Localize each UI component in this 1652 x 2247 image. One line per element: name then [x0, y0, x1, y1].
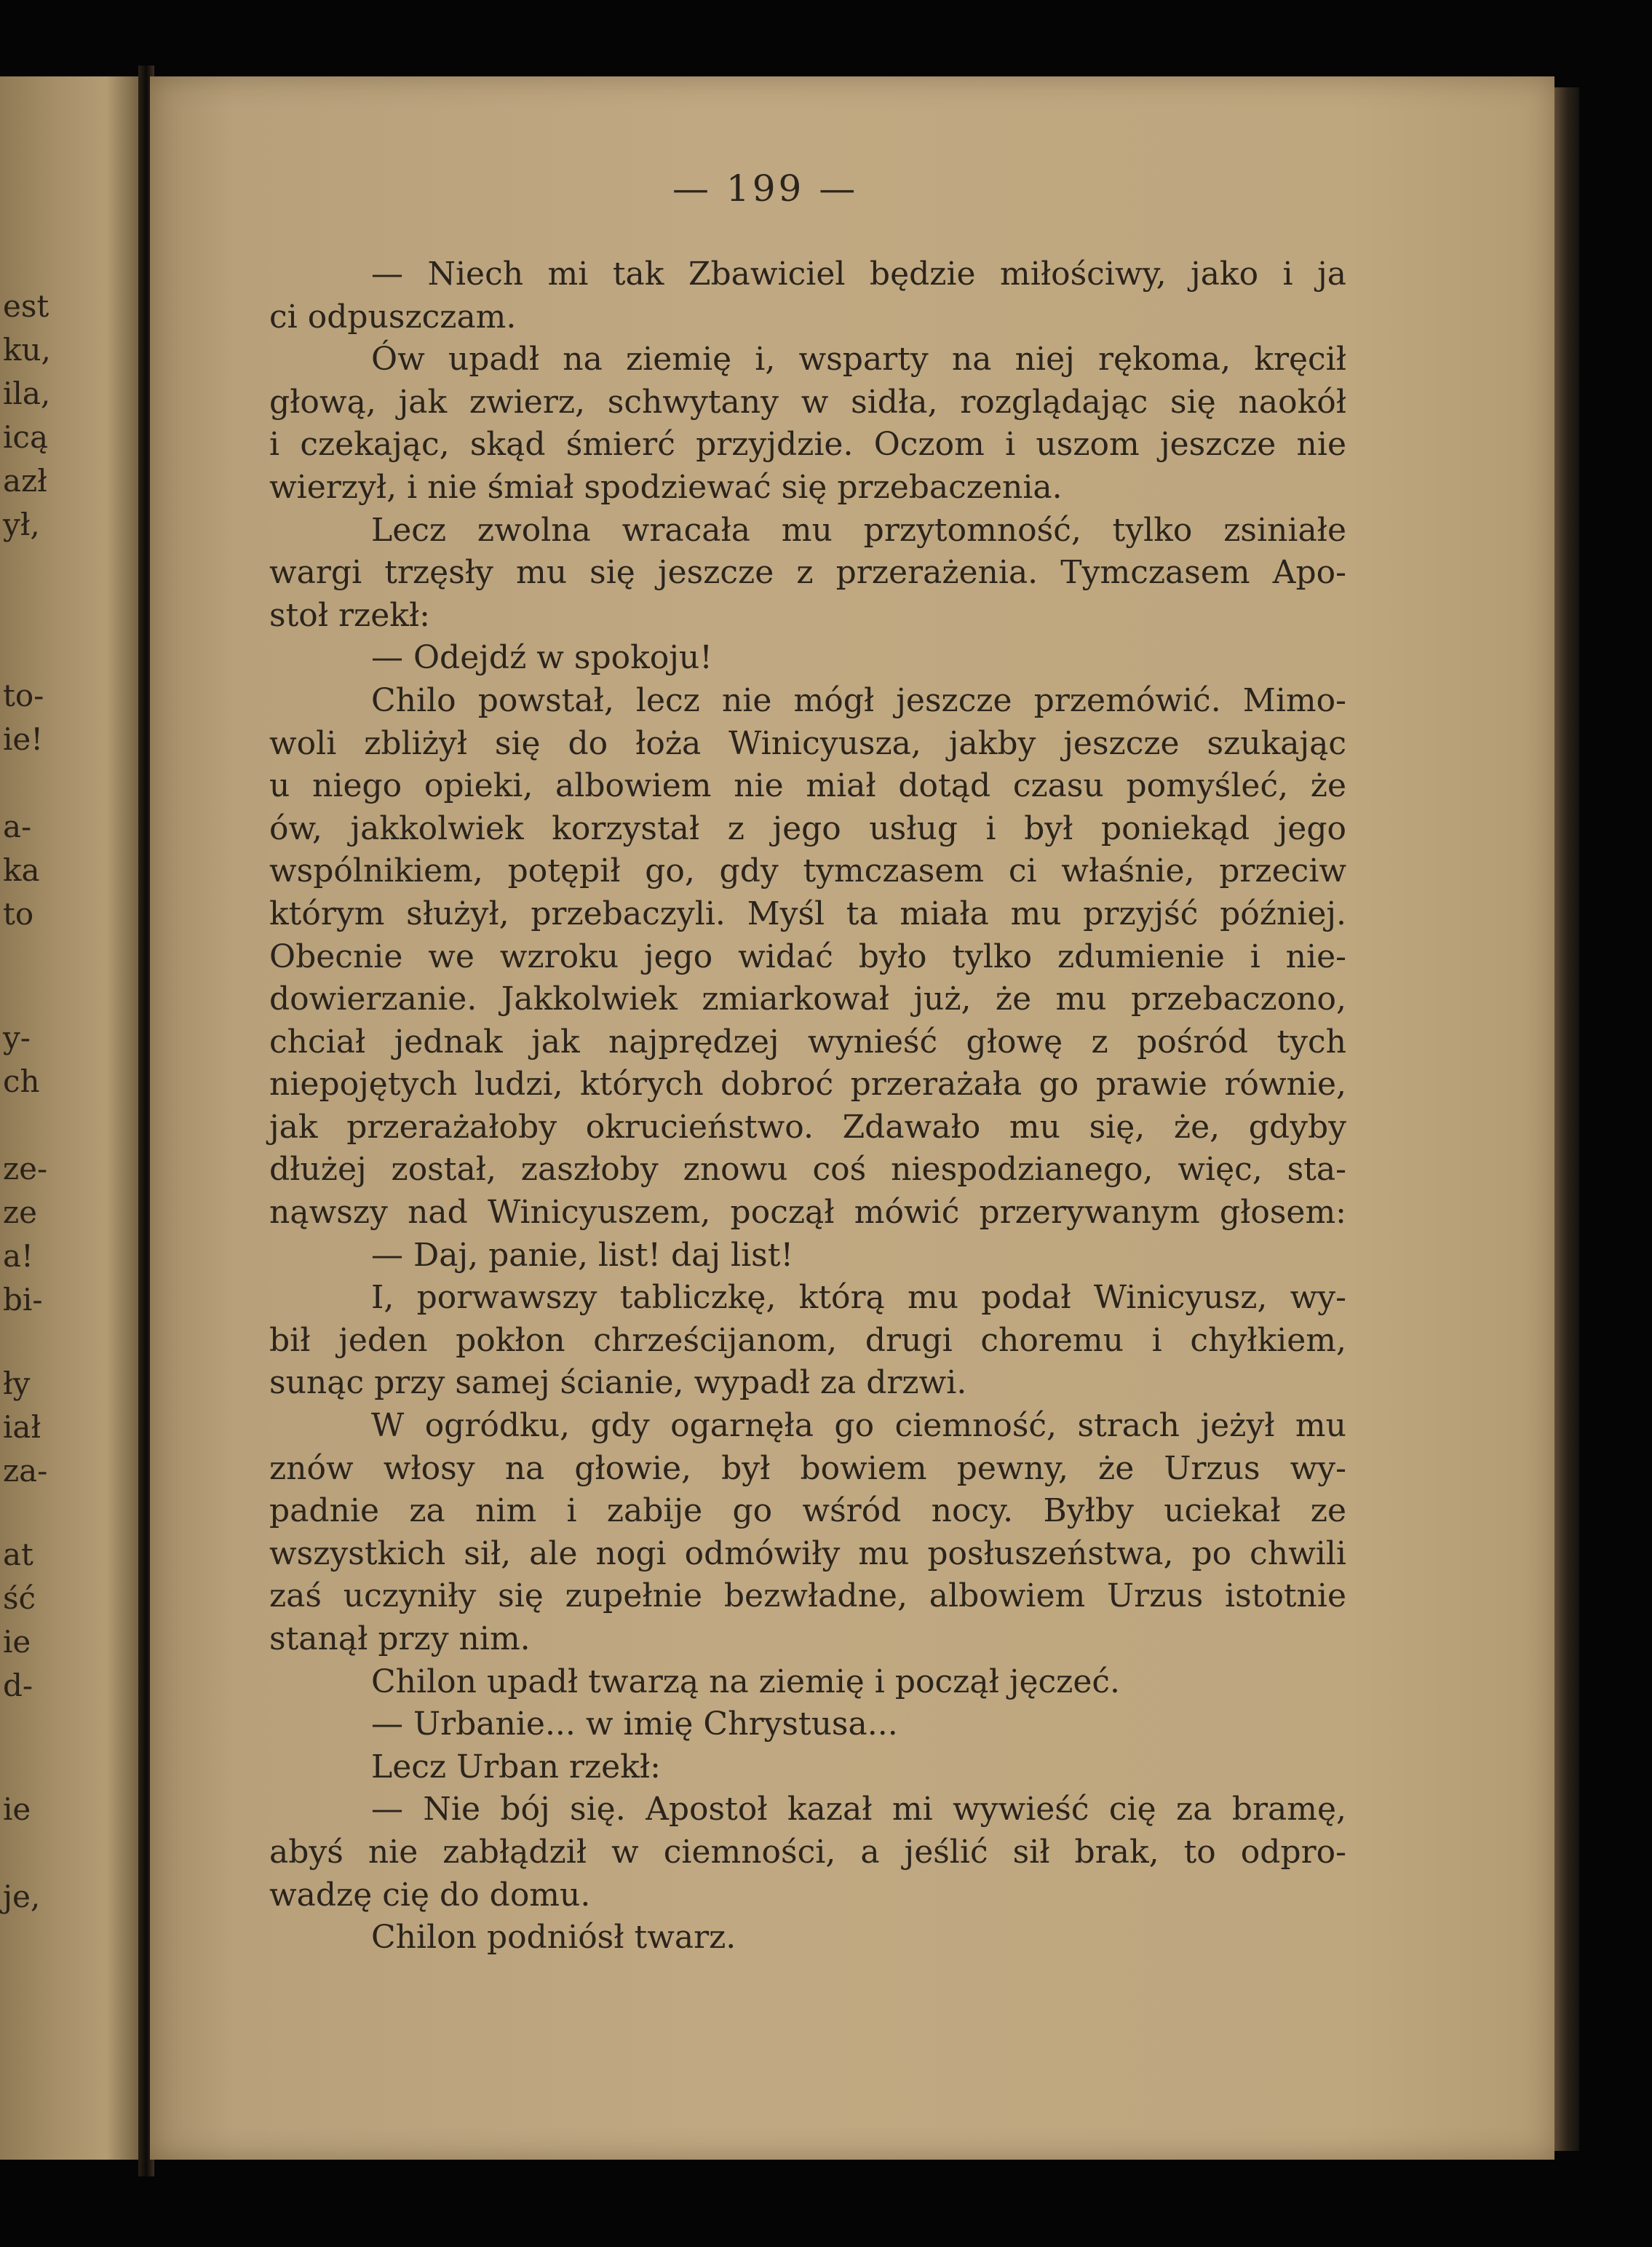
left-fragment: a! — [3, 1238, 33, 1274]
text-line: którym służył, przebaczyli. Myśl ta miała mu przyjść później. — [269, 895, 1346, 932]
text-line: Ów upadł na ziemię i, wsparty na niej rękoma, kręcił — [371, 341, 1346, 379]
text-line: Lecz zwolna wracała mu przytomność, tylko zsiniałe — [371, 511, 1346, 549]
text-line: dowierzanie. Jakkolwiek zmiarkował już, że mu przebaczono, — [269, 980, 1346, 1018]
left-fragment: d- — [3, 1668, 33, 1703]
text-line: Chilon podniósł twarz. — [371, 1919, 736, 1957]
text-line: woli zbliżył się do łoża Winicyusza, jakby jeszcze szukając — [269, 724, 1346, 762]
text-line: — Daj, panie, list! daj list! — [371, 1236, 794, 1274]
left-fragment: za- — [3, 1453, 48, 1489]
left-fragment: est — [3, 288, 49, 324]
text-line: i czekając, skąd śmierć przyjdzie. Oczom i uszom jeszcze nie — [269, 426, 1346, 464]
left-fragment: y- — [3, 1020, 31, 1055]
text-line: — Odejdź w spokoju! — [371, 639, 712, 677]
left-fragment: ze- — [3, 1151, 48, 1186]
left-fragment: ie — [3, 1791, 31, 1827]
text-line: Obecnie we wzroku jego widać było tylko zdumienie i nie- — [269, 938, 1346, 975]
text-line: — Nie bój się. Apostoł kazał mi wywieść cię za bramę, — [371, 1791, 1346, 1828]
text-line: wszystkich sił, ale nogi odmówiły mu posłuszeństwa, po chwili — [269, 1534, 1346, 1572]
text-line: wierzył, i nie śmiał spodziewać się przebaczenia. — [269, 468, 1063, 506]
text-line: dłużej został, zaszłoby znowu coś niespodzianego, więc, sta- — [269, 1151, 1346, 1189]
text-line: niepojętych ludzi, których dobroć przerażała go prawie równie, — [269, 1066, 1346, 1103]
left-fragment: icą — [3, 419, 48, 455]
left-fragment: ka — [3, 852, 40, 888]
text-line: — Niech mi tak Zbawiciel będzie miłościwy, jako i ja — [371, 255, 1346, 293]
text-line: — Urbanie... w imię Chrystusa... — [371, 1705, 898, 1743]
left-fragment: ila, — [3, 376, 51, 411]
text-line: Lecz Urban rzekł: — [371, 1748, 661, 1786]
text-line: Chilo powstał, lecz nie mógł jeszcze przemówić. Mimo- — [371, 681, 1346, 719]
left-page — [0, 76, 142, 2160]
left-fragment: ku, — [3, 332, 51, 368]
text-line: chciał jednak jak najprędzej wynieść głowę z pośród tych — [269, 1023, 1346, 1061]
left-fragment: je, — [3, 1879, 41, 1914]
text-line: Chilon upadł twarzą na ziemię i począł jęczeć. — [371, 1663, 1120, 1700]
text-line: padnie za nim i zabije go wśród nocy. Byłby uciekał ze — [269, 1492, 1346, 1530]
text-line: zaś uczyniły się zupełnie bezwładne, albowiem Urzus istotnie — [269, 1577, 1346, 1615]
left-fragment: iał — [3, 1409, 41, 1445]
text-line: jak przerażałoby okrucieństwo. Zdawało mu się, że, gdyby — [269, 1108, 1346, 1146]
left-fragment: at — [3, 1537, 33, 1572]
body-text — [269, 253, 1346, 1959]
page-edge — [1554, 87, 1579, 2151]
left-fragment: bi- — [3, 1282, 43, 1317]
page-number: — 199 — — [672, 167, 859, 210]
left-fragment: ył, — [3, 507, 40, 542]
left-fragment: to- — [3, 678, 44, 713]
text-line: sunąc przy samej ścianie, wypadł za drzwi. — [269, 1364, 967, 1402]
left-fragment: ie! — [3, 721, 44, 757]
left-fragment: ie — [3, 1624, 31, 1660]
text-line: abyś nie zabłądził w ciemności, a jeślić sił brak, to odpro- — [269, 1833, 1346, 1871]
text-line: ci odpuszczam. — [269, 298, 517, 336]
text-line: nąwszy nad Winicyuszem, począł mówić przerywanym głosem: — [269, 1194, 1346, 1232]
left-fragment: to — [3, 896, 34, 932]
left-fragment: ze — [3, 1194, 37, 1230]
left-fragment: ły — [3, 1366, 31, 1401]
left-fragment: azł — [3, 463, 47, 499]
text-line: bił jeden pokłon chrześcijanom, drugi choremu i chyłkiem, — [269, 1321, 1346, 1359]
text-line: znów włosy na głowie, był bowiem pewny, że Urzus wy- — [269, 1449, 1346, 1487]
text-line: wargi trzęsły mu się jeszcze z przerażenia. Tymczasem Apo- — [269, 554, 1346, 592]
text-line: wadzę cię do domu. — [269, 1876, 591, 1914]
text-line: stanął przy nim. — [269, 1620, 531, 1657]
left-fragment: ch — [3, 1063, 40, 1099]
text-line: wspólnikiem, potępił go, gdy tymczasem ci właśnie, przeciw — [269, 852, 1346, 890]
text-line: głową, jak zwierz, schwytany w sidła, rozglądając się naokół — [269, 383, 1346, 421]
text-line: I, porwawszy tabliczkę, którą mu podał Winicyusz, wy- — [371, 1279, 1346, 1317]
text-line: ów, jakkolwiek korzystał z jego usług i był poniekąd jego — [269, 809, 1346, 847]
left-fragment: a- — [3, 809, 32, 844]
text-line: stoł rzekł: — [269, 596, 431, 634]
text-line: u niego opieki, albowiem nie miał dotąd czasu pomyśleć, że — [269, 767, 1346, 805]
text-line: W ogródku, gdy ogarnęła go ciemność, strach jeżył mu — [371, 1407, 1346, 1445]
left-fragment: ść — [3, 1580, 36, 1616]
